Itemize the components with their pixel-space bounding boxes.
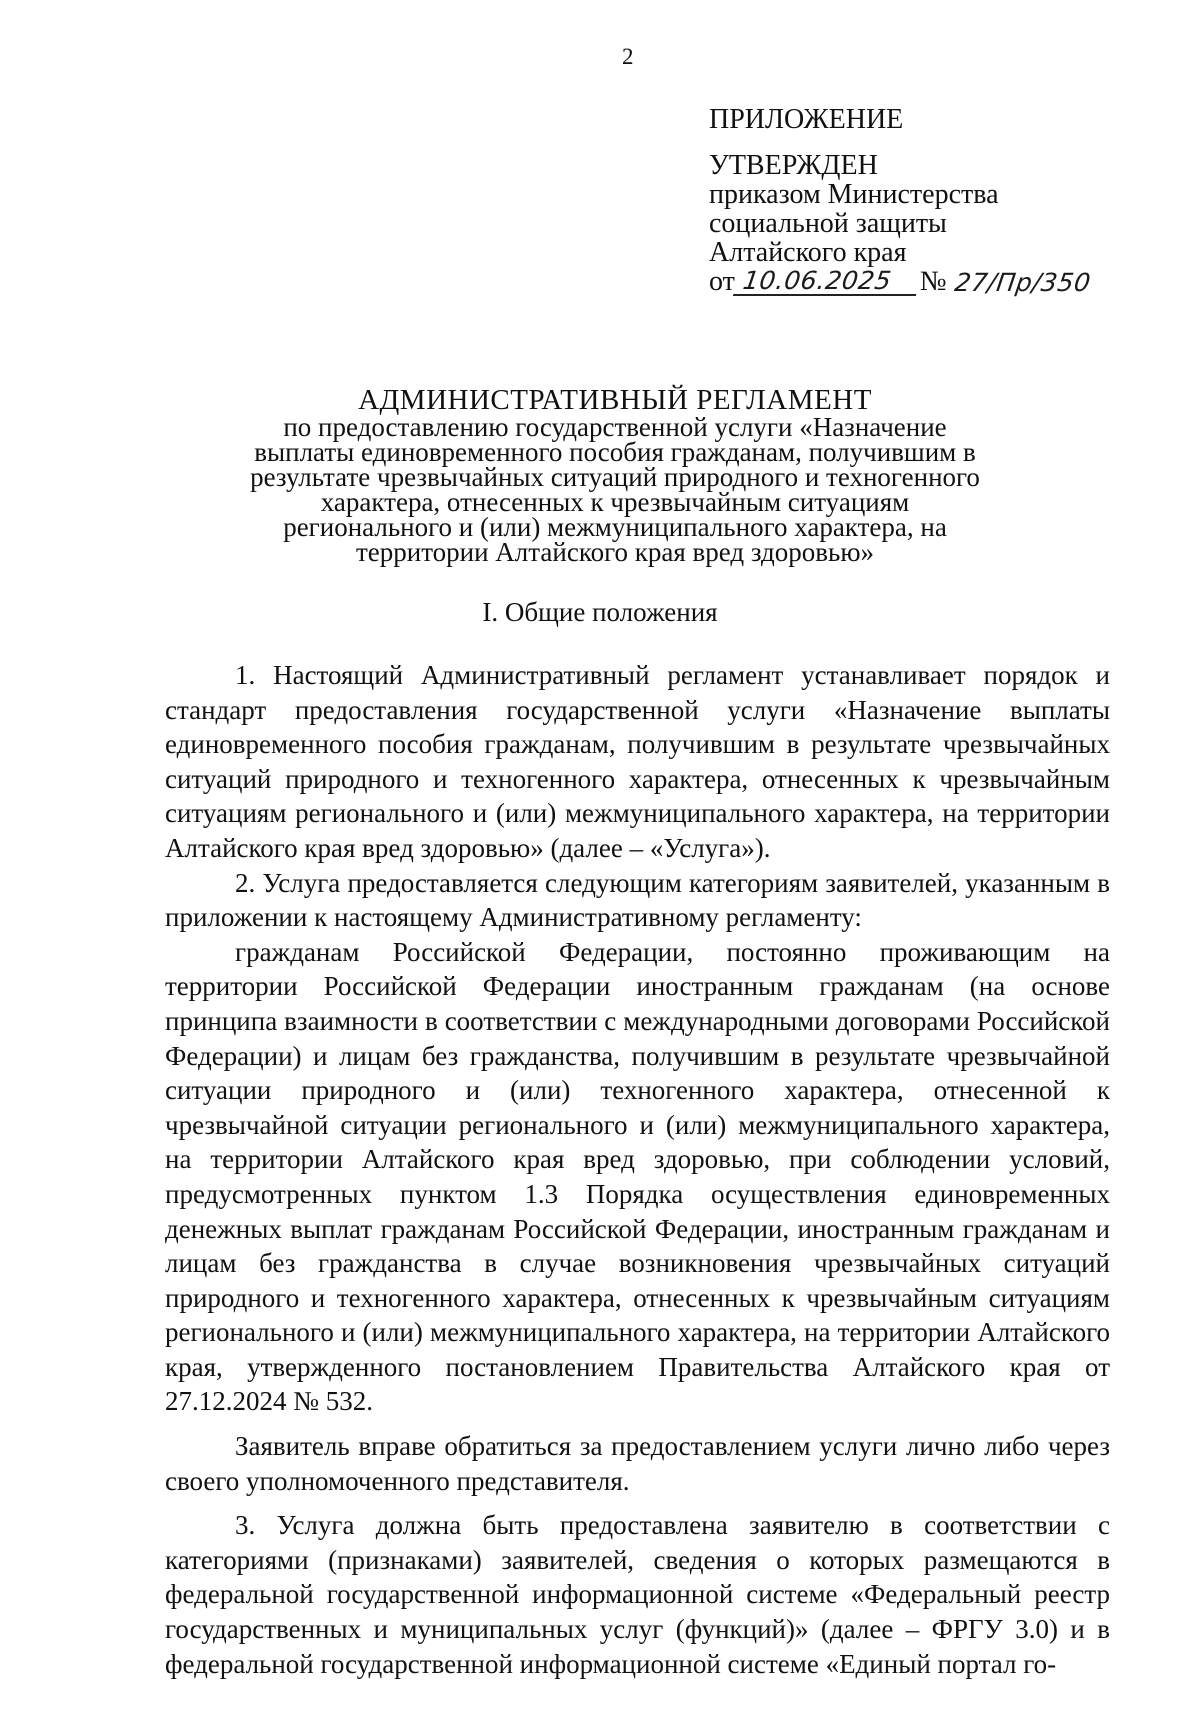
handwritten-number: 27/Пр/350 [952, 268, 1093, 297]
section-heading: I. Общие положения [482, 597, 718, 627]
main-title: АДМИНИСТРАТИВНЫЙ РЕГЛАМЕНТ [358, 384, 872, 416]
approval-block [709, 105, 1179, 296]
approval-line-3: Алтайского края [709, 237, 907, 268]
approval-line-1: приказом Министерства [709, 179, 999, 210]
approval-signature-line [709, 267, 1179, 296]
paragraph-2-recipients: гражданам Российской Федерации, постоянно проживающим на территории Российской Федерации иностранным гражданам (на основе принципа взаимности в соответствии с международными договорами Российской Федерации) и лицам без гражданства, получившим в результате чрезвычайной ситуации природного и (или) техногенного характера, отнесенной к чрезвычайной ситуации регионального и (или) межмуниципального характера, на территории Алтайского края вред здоровью, при соблюдении условий, предусмотренных пунктом 1.3 Порядка осуществления единовременных денежных выплат гражданам Российской Федерации, иностранным гражданам и лицам без гражданства в случае возникновения чрезвычайных ситуаций природного и техногенного характера, отнесенных к чрезвычайным ситуациям регионального и (или) межмуниципального характера, на территории Алтайского края, утвержденного постановлением Правительства Алтайского края от 27.12.2024 № 532. [165, 936, 1110, 1417]
paragraph-1: 1. Настоящий Административный регламент устанавливает порядок и стандарт предоставления государственной услуги «Назначение выплаты единовременного пособия гражданам, получившим в результате чрезвычайных ситуаций природного и техногенного характера, отнесенных к чрезвычайным ситуациям регионального и (или) межмуниципального характера, на территории Алтайского края вред здоровью» (далее – «Услуга»). [165, 660, 1110, 863]
from-label: от [709, 266, 735, 297]
approved-label: УТВЕРЖДЕН [709, 150, 878, 181]
paragraph-3: 3. Услуга должна быть предоставлена заявителю в соответствии с категориями (признаками) заявителей, сведения о которых размещаются в федеральной государственной информационной системе «Федеральный реестр государственных и муниципальных услуг (функций)» (далее – ФРГУ 3.0) и в федеральной государственной информационной системе «Единый портал го- [165, 1510, 1110, 1679]
document-body [165, 658, 1110, 1681]
handwritten-date: 10.06.2025 [733, 267, 920, 296]
title-subtitle: по предоставлению государственной услуги «Назначение выплаты единовременного пособия гражданам, получившим в результате чрезвычайных ситуаций природного и техногенного характера, отнесенных к чрезвычайным ситуациям регионального и (или) межмуниципального характера, на территории Алтайского края вред здоровью» [250, 412, 980, 567]
number-label: № [919, 266, 947, 297]
page-number: 2 [622, 44, 634, 69]
document-title [235, 385, 995, 565]
appendix-heading: ПРИЛОЖЕНИЕ [709, 104, 904, 135]
paragraph-2-representative: Заявитель вправе обратиться за предоставлением услуги лично либо через своего уполномоченного представителя. [165, 1431, 1110, 1496]
approval-line-2: социальной защиты [709, 208, 947, 239]
paragraph-2: 2. Услуга предоставляется следующим категориям заявителей, указанным в приложении к настоящему Административному регламенту: [165, 867, 1110, 933]
